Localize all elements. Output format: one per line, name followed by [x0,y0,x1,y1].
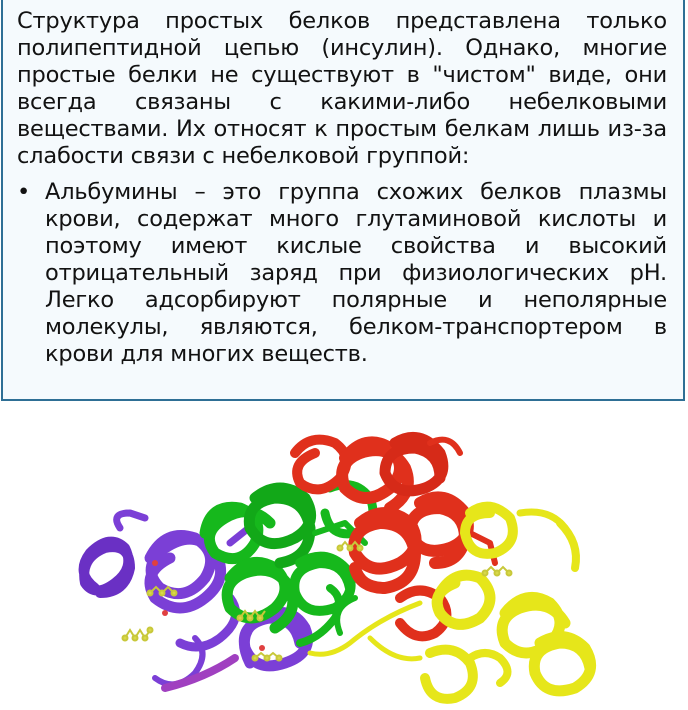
intro-paragraph: Структура простых белков представлена только полипептидной цепью (инсулин). Однако, многие простые белки не существуют в "чистом" виде, они всегда связаны с какими-либо небелковыми веществами. Их относят к простым белкам лишь из-за слабости связи с небелковой группой: [17,8,667,169]
protein-illustration [0,403,688,710]
bullet-text-albumins: Альбумины – это группа схожих белков плазмы крови, содержат много глутаминовой кислоты и поэтому имеют кислые свойства и высокий отрицательный заряд при физиологических pH. Легко адсорбируют полярные и неполярные молекулы, являются, белком-транспортером в крови для многих веществ. [45,179,667,367]
bullet-marker: • [17,179,31,205]
text-panel [1,0,685,401]
albumin-protein-ribbon-icon [0,403,688,710]
